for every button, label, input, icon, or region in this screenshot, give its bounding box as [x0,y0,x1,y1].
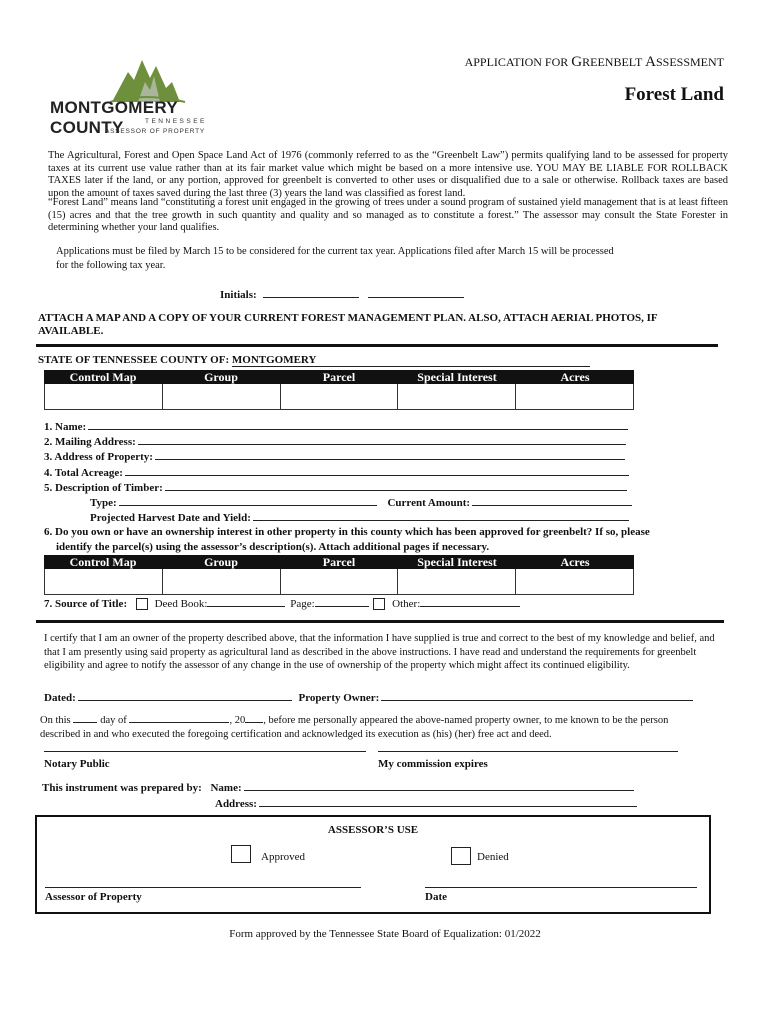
approved-label: Approved [261,851,305,863]
property-row: 3. Address of Property: [44,449,625,463]
year-field[interactable] [245,712,263,723]
assessor-use-box [35,815,711,914]
certification-text: I certify that I am an owner of the property described above, that the information I have supplied is true and correct to the best of my knowledge and belief, and that I am presently using said property as agricultural land as described in the above instructions. I have read and understand the requirements for greenbelt eligibility and agree to notify the assessor of any change in the use of ownership of the property which might affect its continued eligibility. [44,633,715,671]
col-parcel: Parcel [322,370,356,384]
col-group: Group [204,370,238,384]
denied-checkbox[interactable] [451,847,471,865]
county-logo [50,52,250,136]
cell-acres[interactable] [516,569,633,594]
type-row: Type: Current Amount: [90,495,632,509]
harvest-field[interactable] [253,510,629,521]
cell-control-map[interactable] [45,569,163,594]
cell-special-interest[interactable] [398,569,516,594]
deed-book-field[interactable] [207,596,285,607]
form-title: APPLICATION FOR GREENBELT ASSESSMENT [464,54,724,70]
parcel-table-2-header: Control Map Group Parcel Special Interest Acres [44,555,634,569]
initials-label: Initials: [220,289,257,301]
assessor-date-label: Date [425,891,447,903]
notary-statement: On this day of , 20 , before me personally appeared the above-named property owner, to me known to be the person described in and who executed the foregoing certification and acknowledged its execution as (his) (her) free act and deed. [40,712,730,741]
cell-group[interactable] [163,384,281,409]
section-divider [36,344,718,347]
name-row: 1. Name: [44,419,628,433]
denied-label: Denied [477,851,509,863]
assessor-signature-line[interactable] [45,887,361,888]
day-field[interactable] [73,712,97,723]
parcel-table-1 [44,370,634,410]
prepared-address-row: Address: [215,796,637,810]
prepared-by-row: This instrument was prepared by: Name: [42,780,634,794]
attach-notice: ATTACH A MAP AND A COPY OF YOUR CURRENT FOREST MANAGEMENT PLAN. ALSO, ATTACH AERIAL PHOTOS, IF AVAILABLE. [38,312,658,337]
month-field[interactable] [129,712,229,723]
timber-description-field[interactable] [165,480,627,491]
tree-logo-icon [50,52,250,104]
preparer-name-field[interactable] [244,780,634,791]
logo-state: TENNESSEE [145,118,207,125]
question-6: 6. Do you own or have an ownership interest in other property in this county which has been approved for greenbelt? If so, please identify the parcel(s) using the assessor’s description(s). Attach additional pages if necessary. [44,526,650,553]
current-amount-field[interactable] [472,495,632,506]
county-value[interactable]: MONTGOMERY [232,354,590,367]
property-address-field[interactable] [155,449,625,460]
mailing-address-field[interactable] [138,434,626,445]
name-field[interactable] [88,419,628,430]
cell-special-interest[interactable] [398,384,516,409]
source-of-title-row: 7. Source of Title: Deed Book: Page: Other: [44,596,520,610]
mailing-row: 2. Mailing Address: [44,434,626,448]
harvest-row: Projected Harvest Date and Yield: [90,510,629,524]
total-acreage-field[interactable] [125,465,629,476]
cell-parcel[interactable] [281,569,399,594]
col-special-interest: Special Interest [417,370,497,384]
commission-label: My commission expires [378,758,488,770]
assessor-signature-label: Assessor of Property [45,891,142,903]
assessor-use-title: ASSESSOR’S USE [327,824,419,836]
initials-field-1[interactable] [263,287,359,298]
intro-paragraph-3: Applications must be filed by March 15 to be considered for the current tax year. Applications filed after March 15 will be processed for the following tax year. [56,246,614,271]
parcel-table-header [44,370,634,384]
initials-row [220,287,464,301]
form-subtitle: Forest Land [624,84,724,105]
parcel-table-row [44,384,634,410]
logo-office: ASSESSOR OF PROPERTY [105,128,206,135]
deed-book-checkbox[interactable] [136,598,148,610]
intro-paragraph-2: “Forest Land” means land “constituting a forest unit engaged in the growing of trees under a sound program of sustained yield management that is at least fifteen (15) acres and that the tree growth in such quantity and quality and so managed as to constitute a forest.” The assessor may consult the State Forester in determining whether your land qualifies. [48,197,728,233]
preparer-address-field[interactable] [259,796,637,807]
acreage-row: 4. Total Acreage: [44,465,629,479]
timber-type-field[interactable] [119,495,377,506]
timber-row: 5. Description of Timber: [44,480,627,494]
cell-control-map[interactable] [45,384,163,409]
parcel-table-2-row [44,569,634,595]
notary-label: Notary Public [44,758,110,770]
dated-field[interactable] [78,690,292,701]
other-checkbox[interactable] [373,598,385,610]
col-acres: Acres [560,370,590,384]
other-field[interactable] [420,596,520,607]
parcel-table-2 [44,555,634,595]
approved-checkbox[interactable] [231,845,251,863]
cell-group[interactable] [163,569,281,594]
section-divider-2 [36,620,724,623]
col-control-map: Control Map [69,370,137,384]
county-line: STATE OF TENNESSEE COUNTY OF: MONTGOMERY [38,354,590,367]
cell-acres[interactable] [516,384,633,409]
form-footer: Form approved by the Tennessee State Board of Equalization: 01/2022 [229,928,541,940]
commission-line[interactable] [378,751,678,752]
page-field[interactable] [315,596,369,607]
cell-parcel[interactable] [281,384,399,409]
intro-paragraph-1: The Agricultural, Forest and Open Space Land Act of 1976 (commonly referred to as the “Greenbelt Law”) permits qualifying land to be assessed for property taxes at its current use value rather than at its fair market value which might be based on a more intensive use. YOU MAY BE LIABLE FOR ROLLBACK TAXES later if the land, or any portion, approved for greenbelt is converted to other uses or disqualified due to a sale or otherwise. Rollback taxes are based upon the amount of taxes saved during the last three (3) years the land was classified as forest land. [48,150,728,199]
logo-county: MONTGOMERY COUNTY [50,98,178,137]
notary-signature-line[interactable] [44,751,366,752]
assessor-date-line[interactable] [425,887,697,888]
dated-row: Dated: Property Owner: [44,690,693,704]
initials-field-2[interactable] [368,287,464,298]
property-owner-field[interactable] [381,690,693,701]
